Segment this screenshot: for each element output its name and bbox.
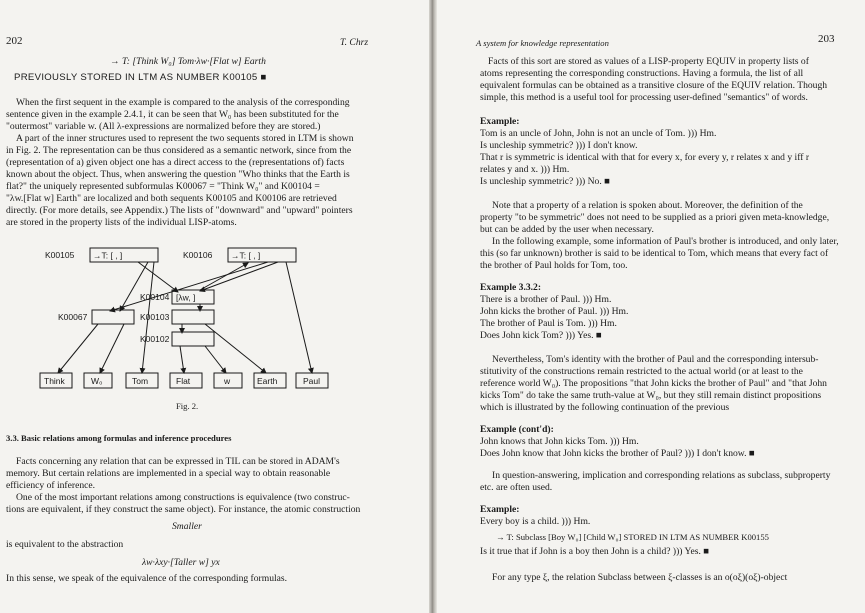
paragraph-line: this (so far unknown) brother is said to be identical to Tom, which means that every fact of [480, 248, 829, 259]
paragraph-line: "outermost" variable w. (All λ-expressions are normalized before they are stored.) [6, 121, 321, 132]
dialogue-line: Tom is an uncle of John, John is not an uncle of Tom. ))) Hm. [480, 128, 717, 139]
semantic-network-figure [0, 0, 430, 613]
leaf-think: Think [44, 376, 65, 386]
leaf-tom: Tom [132, 376, 149, 386]
figure-caption: Fig. 2. [176, 401, 199, 411]
dialogue-line: Every boy is a child. ))) Hm. [480, 516, 591, 527]
paragraph-line: (representation of a) given object one has a direct access to the (representations of) facts [6, 157, 345, 168]
t-box-label: →T: [ , ] [93, 250, 123, 261]
paragraph-line: kicks Tom" do take the same truth-value at W₀, but they still remain distinct propositions [480, 390, 822, 401]
paragraph-line: equivalent formulas can be obtained as a transitive closure of the EQUIV relation. Though [480, 80, 828, 91]
node-label-k00104: K00104 [140, 292, 170, 302]
paragraph-line: but can be added by the user when necessary. [480, 224, 654, 235]
section-heading: 3.3. Basic relations among formulas and inference procedures [6, 433, 232, 443]
paragraph-line: tions are equivalent, if they construct the same object). For instance, the atomic construction [6, 504, 361, 515]
page-number-left: 202 [6, 35, 23, 47]
paragraph-line: One of the most important relations among constructions is equivalence (two construc- [16, 492, 350, 503]
left-page [0, 0, 430, 613]
right-page [436, 0, 865, 613]
paragraph-line: When the first sequent in the example is compared to the analysis of the corresponding [16, 97, 350, 108]
paragraph-line: simple, this method is a useful tool for processing user-defined "semantics" of words. [480, 92, 808, 103]
node-label-k00105: K00105 [45, 250, 75, 260]
node-label-k00067: K00067 [58, 312, 88, 322]
example-label: Example: [480, 504, 520, 515]
paragraph-line: in Fig. 2. The representation can be thus considered as a semantic network, since from the [6, 145, 352, 156]
leaf-paul: Paul [303, 376, 321, 386]
paragraph-line: directly. (For more details, see Appendix.) The lists of "downward" and "upward" pointers [6, 205, 353, 216]
dialogue-line: Does John know that John kicks the brother of Paul? ))) I don't know. ■ [480, 448, 755, 459]
paragraph-line: which is illustrated by the following continuation of the previous [480, 402, 730, 413]
dialogue-line: John kicks the brother of Paul. ))) Hm. [480, 306, 629, 317]
paragraph-line: are stored in the property lists of the individual LISP-atoms. [6, 217, 237, 228]
paragraph-line: For any type ξ, the relation Subclass between ξ-classes is an o(oξ)(oξ)-object [492, 572, 788, 583]
paragraph-line: Facts concerning any relation that can be expressed in TIL can be stored in ADAM's [16, 456, 340, 467]
leaf-flat: Flat [176, 376, 191, 386]
paragraph-line: sentence given in the example 2.4.1, it can be seen that W₀ has been substituted for the [6, 109, 339, 120]
node-label-k00103: K00103 [140, 312, 170, 322]
pair-box-k00103 [172, 310, 214, 324]
dialogue-line: Is uncleship symmetric? ))) I don't know. [480, 140, 638, 151]
lambda-box-label: [λw, ] [176, 292, 196, 303]
formula-smaller: Smaller [172, 521, 202, 532]
stored-notice: PREVIOUSLY STORED IN LTM AS NUMBER K00105 ■ [14, 72, 267, 83]
paragraph-line: efficiency of inference. [6, 480, 96, 491]
dialogue-line: That r is symmetric is identical with that for every x, for every y, r relates x and y iff r [480, 152, 810, 163]
dialogue-line: John knows that John kicks Tom. ))) Hm. [480, 436, 639, 447]
t-box-label: →T: [ , ] [231, 250, 261, 261]
paragraph-line: A part of the inner structures used to represent the two sequents stored in LTM is shown [16, 133, 354, 144]
paragraph-line: In the following example, some information of Paul's brother is introduced, and only later, [492, 236, 839, 247]
paragraph-line: stitutivity of the constructions remain restricted to the actual world (or at least to the [480, 366, 803, 377]
pair-box-k00102 [172, 332, 214, 346]
dialogue-line: relates y and x. ))) Hm. [480, 164, 570, 175]
stored-formula-line: → T: Subclass [Boy W₀] [Child W₀] STORED IN LTM AS NUMBER K00155 [496, 532, 769, 542]
example-label: Example: [480, 116, 520, 127]
paragraph-line: Note that a property of a relation is spoken about. Moreover, the definition of the [492, 200, 803, 211]
pair-box-k00067 [92, 310, 134, 324]
paragraph-line: "λw.[Flat w] Earth" are localized and both sequents K00105 and K00106 are retrieved [6, 193, 337, 204]
paragraph-line: In this sense, we speak of the equivalence of the corresponding formulas. [6, 573, 288, 584]
dialogue-line: Does John kick Tom? ))) Yes. ■ [480, 330, 602, 341]
dialogue-line: Is it true that if John is a boy then John is a child? ))) Yes. ■ [480, 546, 710, 557]
dialogue-line: Is uncleship symmetric? ))) No. ■ [480, 176, 610, 187]
paragraph-line: the brother of Paul holds for Tom, too. [480, 260, 628, 271]
formula-abstraction: λw·λxy·[Taller w] yx [142, 557, 220, 568]
paragraph-line: is equivalent to the abstraction [6, 539, 124, 550]
running-head-right: A system for knowledge representation [476, 38, 609, 48]
leaf-w0: W₀ [91, 376, 103, 386]
paragraph-line: known about the object. Thus, when answering the question "Who thinks that the Earth is [6, 169, 350, 180]
node-label-k00106: K00106 [183, 250, 213, 260]
leaf-earth: Earth [257, 376, 278, 386]
dialogue-line: The brother of Paul is Tom. ))) Hm. [480, 318, 617, 329]
node-label-k00102: K00102 [140, 334, 170, 344]
dialogue-line: There is a brother of Paul. ))) Hm. [480, 294, 612, 305]
formula-line: → T: [Think W₀] Tom·λw·[Flat w] Earth [110, 56, 266, 67]
example-label: Example (cont'd): [480, 424, 554, 435]
leaf-w: w [224, 376, 231, 386]
running-head-left: T. Chrz [340, 37, 369, 48]
paragraph-line: atoms representing the corresponding constructions. Having a formula, the list of all [480, 68, 804, 79]
paragraph-line: flat?" the uniquely represented subformulas K00067 = "Think W₀" and K00104 = [6, 181, 320, 192]
paragraph-line: etc. are often used. [480, 482, 553, 493]
paragraph-line: memory. But certain relations are implemented in a special way to obtain reasonable [6, 468, 331, 479]
paragraph-line: In question-answering, implication and corresponding relations as subclass, subproperty [492, 470, 831, 481]
paragraph-line: property "to be symmetric" does not need to be supplied as a priori given meta-knowledge, [480, 212, 830, 223]
paragraph-line: Facts of this sort are stored as values of a LISP-property EQUIV in property lists of [488, 56, 809, 67]
paragraph-line: reference world W₀). The propositions "that John kicks the brother of Paul" and "that John [480, 378, 827, 389]
paragraph-line: Nevertheless, Tom's identity with the brother of Paul and the corresponding intersub- [492, 354, 819, 365]
example-label: Example 3.3.2: [480, 282, 542, 293]
page-number-right: 203 [818, 33, 835, 45]
